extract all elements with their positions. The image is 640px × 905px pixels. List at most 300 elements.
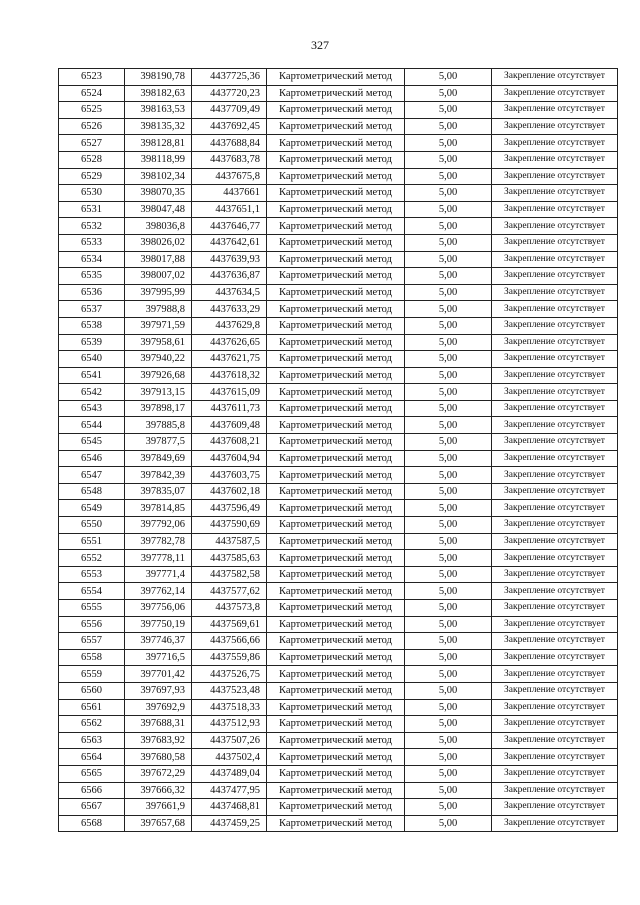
x-coordinate-cell: 397657,68 [125,815,192,832]
accuracy-cell: 5,00 [405,450,492,467]
x-coordinate-cell: 397666,32 [125,782,192,799]
point-number-cell: 6531 [59,201,125,218]
method-cell: Картометрический метод [267,450,405,467]
fixing-cell: Закрепление отсутствует [492,716,618,733]
table-row [59,600,618,617]
fixing-cell: Закрепление отсутствует [492,151,618,168]
method-cell: Картометрический метод [267,351,405,368]
table-row [59,716,618,733]
x-coordinate-cell: 397746,37 [125,633,192,650]
accuracy-cell: 5,00 [405,317,492,334]
table-row [59,566,618,583]
method-cell: Картометрический метод [267,533,405,550]
x-coordinate-cell: 397877,5 [125,434,192,451]
y-coordinate-cell: 4437569,61 [192,616,267,633]
table-row [59,334,618,351]
method-cell: Картометрический метод [267,69,405,86]
y-coordinate-cell: 4437683,78 [192,151,267,168]
accuracy-cell: 5,00 [405,500,492,517]
accuracy-cell: 5,00 [405,583,492,600]
table-row [59,633,618,650]
point-number-cell: 6542 [59,384,125,401]
y-coordinate-cell: 4437573,8 [192,600,267,617]
y-coordinate-cell: 4437634,5 [192,284,267,301]
accuracy-cell: 5,00 [405,666,492,683]
table-row [59,135,618,152]
method-cell: Картометрический метод [267,102,405,119]
point-number-cell: 6544 [59,417,125,434]
y-coordinate-cell: 4437489,04 [192,765,267,782]
x-coordinate-cell: 397688,31 [125,716,192,733]
y-coordinate-cell: 4437582,58 [192,566,267,583]
fixing-cell: Закрепление отсутствует [492,500,618,517]
accuracy-cell: 5,00 [405,699,492,716]
fixing-cell: Закрепление отсутствует [492,799,618,816]
fixing-cell: Закрепление отсутствует [492,417,618,434]
fixing-cell: Закрепление отсутствует [492,168,618,185]
table-row [59,268,618,285]
fixing-cell: Закрепление отсутствует [492,483,618,500]
y-coordinate-cell: 4437566,66 [192,633,267,650]
table-row [59,284,618,301]
point-number-cell: 6555 [59,600,125,617]
y-coordinate-cell: 4437604,94 [192,450,267,467]
x-coordinate-cell: 398017,88 [125,251,192,268]
method-cell: Картометрический метод [267,765,405,782]
x-coordinate-cell: 398036,8 [125,218,192,235]
method-cell: Картометрический метод [267,500,405,517]
method-cell: Картометрический метод [267,251,405,268]
x-coordinate-cell: 397940,22 [125,351,192,368]
y-coordinate-cell: 4437629,8 [192,317,267,334]
x-coordinate-cell: 397958,61 [125,334,192,351]
y-coordinate-cell: 4437618,32 [192,367,267,384]
x-coordinate-cell: 398135,32 [125,118,192,135]
method-cell: Картометрический метод [267,384,405,401]
fixing-cell: Закрепление отсутствует [492,782,618,799]
method-cell: Картометрический метод [267,201,405,218]
y-coordinate-cell: 4437720,23 [192,85,267,102]
accuracy-cell: 5,00 [405,782,492,799]
accuracy-cell: 5,00 [405,467,492,484]
table-row [59,450,618,467]
y-coordinate-cell: 4437468,81 [192,799,267,816]
accuracy-cell: 5,00 [405,251,492,268]
point-number-cell: 6559 [59,666,125,683]
point-number-cell: 6556 [59,616,125,633]
method-cell: Картометрический метод [267,600,405,617]
accuracy-cell: 5,00 [405,351,492,368]
fixing-cell: Закрепление отсутствует [492,118,618,135]
y-coordinate-cell: 4437526,75 [192,666,267,683]
fixing-cell: Закрепление отсутствует [492,467,618,484]
x-coordinate-cell: 398182,63 [125,85,192,102]
table-row [59,234,618,251]
accuracy-cell: 5,00 [405,417,492,434]
accuracy-cell: 5,00 [405,483,492,500]
x-coordinate-cell: 397988,8 [125,301,192,318]
accuracy-cell: 5,00 [405,334,492,351]
method-cell: Картометрический метод [267,417,405,434]
point-number-cell: 6563 [59,732,125,749]
accuracy-cell: 5,00 [405,69,492,86]
fixing-cell: Закрепление отсутствует [492,102,618,119]
method-cell: Картометрический метод [267,666,405,683]
method-cell: Картометрический метод [267,716,405,733]
y-coordinate-cell: 4437642,61 [192,234,267,251]
x-coordinate-cell: 397716,5 [125,649,192,666]
method-cell: Картометрический метод [267,799,405,816]
fixing-cell: Закрепление отсутствует [492,234,618,251]
accuracy-cell: 5,00 [405,384,492,401]
method-cell: Картометрический метод [267,749,405,766]
point-number-cell: 6548 [59,483,125,500]
accuracy-cell: 5,00 [405,682,492,699]
point-number-cell: 6566 [59,782,125,799]
y-coordinate-cell: 4437626,65 [192,334,267,351]
table-row [59,782,618,799]
x-coordinate-cell: 397898,17 [125,400,192,417]
fixing-cell: Закрепление отсутствует [492,135,618,152]
y-coordinate-cell: 4437609,48 [192,417,267,434]
point-number-cell: 6525 [59,102,125,119]
x-coordinate-cell: 397885,8 [125,417,192,434]
table-row [59,483,618,500]
point-number-cell: 6545 [59,434,125,451]
point-number-cell: 6550 [59,517,125,534]
method-cell: Картометрический метод [267,467,405,484]
y-coordinate-cell: 4437688,84 [192,135,267,152]
method-cell: Картометрический метод [267,682,405,699]
table-row [59,616,618,633]
y-coordinate-cell: 4437603,75 [192,467,267,484]
accuracy-cell: 5,00 [405,118,492,135]
method-cell: Картометрический метод [267,151,405,168]
table-row [59,749,618,766]
accuracy-cell: 5,00 [405,649,492,666]
fixing-cell: Закрепление отсутствует [492,284,618,301]
y-coordinate-cell: 4437709,49 [192,102,267,119]
point-number-cell: 6536 [59,284,125,301]
y-coordinate-cell: 4437639,93 [192,251,267,268]
x-coordinate-cell: 398163,53 [125,102,192,119]
x-coordinate-cell: 397697,93 [125,682,192,699]
method-cell: Картометрический метод [267,782,405,799]
fixing-cell: Закрепление отсутствует [492,268,618,285]
table-row [59,218,618,235]
table-row [59,168,618,185]
accuracy-cell: 5,00 [405,633,492,650]
point-number-cell: 6530 [59,185,125,202]
y-coordinate-cell: 4437523,48 [192,682,267,699]
x-coordinate-cell: 397750,19 [125,616,192,633]
fixing-cell: Закрепление отсутствует [492,765,618,782]
accuracy-cell: 5,00 [405,151,492,168]
table-row [59,815,618,832]
y-coordinate-cell: 4437608,21 [192,434,267,451]
table-row [59,301,618,318]
x-coordinate-cell: 397782,78 [125,533,192,550]
x-coordinate-cell: 397995,99 [125,284,192,301]
x-coordinate-cell: 398118,99 [125,151,192,168]
table-body [59,69,618,832]
point-number-cell: 6524 [59,85,125,102]
fixing-cell: Закрепление отсутствует [492,334,618,351]
point-number-cell: 6534 [59,251,125,268]
y-coordinate-cell: 4437725,36 [192,69,267,86]
accuracy-cell: 5,00 [405,400,492,417]
method-cell: Картометрический метод [267,185,405,202]
method-cell: Картометрический метод [267,118,405,135]
x-coordinate-cell: 397913,15 [125,384,192,401]
y-coordinate-cell: 4437633,29 [192,301,267,318]
point-number-cell: 6523 [59,69,125,86]
fixing-cell: Закрепление отсутствует [492,367,618,384]
method-cell: Картометрический метод [267,218,405,235]
accuracy-cell: 5,00 [405,434,492,451]
fixing-cell: Закрепление отсутствует [492,384,618,401]
accuracy-cell: 5,00 [405,284,492,301]
fixing-cell: Закрепление отсутствует [492,434,618,451]
x-coordinate-cell: 397971,59 [125,317,192,334]
x-coordinate-cell: 398007,02 [125,268,192,285]
accuracy-cell: 5,00 [405,218,492,235]
x-coordinate-cell: 397701,42 [125,666,192,683]
y-coordinate-cell: 4437615,09 [192,384,267,401]
table-row [59,201,618,218]
method-cell: Картометрический метод [267,699,405,716]
fixing-cell: Закрепление отсутствует [492,815,618,832]
fixing-cell: Закрепление отсутствует [492,317,618,334]
fixing-cell: Закрепление отсутствует [492,301,618,318]
accuracy-cell: 5,00 [405,185,492,202]
point-number-cell: 6549 [59,500,125,517]
x-coordinate-cell: 398026,02 [125,234,192,251]
x-coordinate-cell: 397672,29 [125,765,192,782]
table-row [59,550,618,567]
method-cell: Картометрический метод [267,168,405,185]
table-row [59,85,618,102]
method-cell: Картометрический метод [267,434,405,451]
y-coordinate-cell: 4437621,75 [192,351,267,368]
accuracy-cell: 5,00 [405,85,492,102]
x-coordinate-cell: 397692,9 [125,699,192,716]
x-coordinate-cell: 397771,4 [125,566,192,583]
method-cell: Картометрический метод [267,268,405,285]
table-row [59,417,618,434]
fixing-cell: Закрепление отсутствует [492,185,618,202]
table-row [59,467,618,484]
table-row [59,185,618,202]
x-coordinate-cell: 397926,68 [125,367,192,384]
point-number-cell: 6557 [59,633,125,650]
table-row [59,666,618,683]
fixing-cell: Закрепление отсутствует [492,517,618,534]
accuracy-cell: 5,00 [405,102,492,119]
accuracy-cell: 5,00 [405,732,492,749]
x-coordinate-cell: 397842,39 [125,467,192,484]
table-row [59,251,618,268]
point-number-cell: 6564 [59,749,125,766]
table-row [59,317,618,334]
fixing-cell: Закрепление отсутствует [492,732,618,749]
fixing-cell: Закрепление отсутствует [492,550,618,567]
fixing-cell: Закрепление отсутствует [492,85,618,102]
y-coordinate-cell: 4437512,93 [192,716,267,733]
method-cell: Картометрический метод [267,566,405,583]
x-coordinate-cell: 397814,85 [125,500,192,517]
fixing-cell: Закрепление отсутствует [492,201,618,218]
accuracy-cell: 5,00 [405,234,492,251]
y-coordinate-cell: 4437661 [192,185,267,202]
accuracy-cell: 5,00 [405,517,492,534]
y-coordinate-cell: 4437692,45 [192,118,267,135]
x-coordinate-cell: 397756,06 [125,600,192,617]
y-coordinate-cell: 4437502,4 [192,749,267,766]
accuracy-cell: 5,00 [405,616,492,633]
method-cell: Картометрический метод [267,732,405,749]
accuracy-cell: 5,00 [405,201,492,218]
point-number-cell: 6561 [59,699,125,716]
table-row [59,367,618,384]
point-number-cell: 6546 [59,450,125,467]
table-row [59,517,618,534]
table-row [59,500,618,517]
fixing-cell: Закрепление отсутствует [492,699,618,716]
y-coordinate-cell: 4437577,62 [192,583,267,600]
point-number-cell: 6533 [59,234,125,251]
accuracy-cell: 5,00 [405,600,492,617]
x-coordinate-cell: 397683,92 [125,732,192,749]
y-coordinate-cell: 4437602,18 [192,483,267,500]
fixing-cell: Закрепление отсутствует [492,351,618,368]
fixing-cell: Закрепление отсутствует [492,666,618,683]
method-cell: Картометрический метод [267,367,405,384]
table-row [59,400,618,417]
y-coordinate-cell: 4437518,33 [192,699,267,716]
fixing-cell: Закрепление отсутствует [492,682,618,699]
point-number-cell: 6540 [59,351,125,368]
x-coordinate-cell: 397778,11 [125,550,192,567]
point-number-cell: 6529 [59,168,125,185]
x-coordinate-cell: 397680,58 [125,749,192,766]
point-number-cell: 6568 [59,815,125,832]
table-row [59,765,618,782]
point-number-cell: 6543 [59,400,125,417]
y-coordinate-cell: 4437559,86 [192,649,267,666]
accuracy-cell: 5,00 [405,765,492,782]
fixing-cell: Закрепление отсутствует [492,69,618,86]
point-number-cell: 6560 [59,682,125,699]
point-number-cell: 6539 [59,334,125,351]
accuracy-cell: 5,00 [405,550,492,567]
accuracy-cell: 5,00 [405,799,492,816]
fixing-cell: Закрепление отсутствует [492,600,618,617]
table-row [59,351,618,368]
accuracy-cell: 5,00 [405,749,492,766]
x-coordinate-cell: 398070,35 [125,185,192,202]
point-number-cell: 6558 [59,649,125,666]
method-cell: Картометрический метод [267,135,405,152]
table-row [59,649,618,666]
accuracy-cell: 5,00 [405,135,492,152]
fixing-cell: Закрепление отсутствует [492,566,618,583]
point-number-cell: 6553 [59,566,125,583]
table-row [59,583,618,600]
point-number-cell: 6547 [59,467,125,484]
fixing-cell: Закрепление отсутствует [492,251,618,268]
page-number: 327 [311,38,329,52]
point-number-cell: 6565 [59,765,125,782]
point-number-cell: 6535 [59,268,125,285]
table-row [59,151,618,168]
fixing-cell: Закрепление отсутствует [492,583,618,600]
accuracy-cell: 5,00 [405,367,492,384]
point-number-cell: 6528 [59,151,125,168]
point-number-cell: 6551 [59,533,125,550]
point-number-cell: 6538 [59,317,125,334]
fixing-cell: Закрепление отсутствует [492,633,618,650]
table-row [59,682,618,699]
y-coordinate-cell: 4437596,49 [192,500,267,517]
x-coordinate-cell: 397762,14 [125,583,192,600]
method-cell: Картометрический метод [267,633,405,650]
table-row [59,699,618,716]
point-number-cell: 6532 [59,218,125,235]
table-row [59,384,618,401]
accuracy-cell: 5,00 [405,168,492,185]
point-number-cell: 6541 [59,367,125,384]
x-coordinate-cell: 398047,48 [125,201,192,218]
fixing-cell: Закрепление отсутствует [492,616,618,633]
point-number-cell: 6567 [59,799,125,816]
table-row [59,118,618,135]
table-row [59,732,618,749]
method-cell: Картометрический метод [267,550,405,567]
y-coordinate-cell: 4437477,95 [192,782,267,799]
point-number-cell: 6526 [59,118,125,135]
accuracy-cell: 5,00 [405,716,492,733]
point-number-cell: 6562 [59,716,125,733]
coordinates-table [58,68,618,832]
y-coordinate-cell: 4437611,73 [192,400,267,417]
method-cell: Картометрический метод [267,616,405,633]
x-coordinate-cell: 397835,07 [125,483,192,500]
y-coordinate-cell: 4437507,26 [192,732,267,749]
method-cell: Картометрический метод [267,517,405,534]
point-number-cell: 6554 [59,583,125,600]
fixing-cell: Закрепление отсутствует [492,400,618,417]
y-coordinate-cell: 4437459,25 [192,815,267,832]
table-row [59,69,618,86]
table-row [59,102,618,119]
accuracy-cell: 5,00 [405,268,492,285]
method-cell: Картометрический метод [267,400,405,417]
accuracy-cell: 5,00 [405,566,492,583]
accuracy-cell: 5,00 [405,815,492,832]
method-cell: Картометрический метод [267,301,405,318]
table-row [59,434,618,451]
y-coordinate-cell: 4437590,69 [192,517,267,534]
x-coordinate-cell: 397849,69 [125,450,192,467]
x-coordinate-cell: 398102,34 [125,168,192,185]
accuracy-cell: 5,00 [405,533,492,550]
y-coordinate-cell: 4437585,63 [192,550,267,567]
y-coordinate-cell: 4437675,8 [192,168,267,185]
method-cell: Картометрический метод [267,85,405,102]
point-number-cell: 6527 [59,135,125,152]
y-coordinate-cell: 4437646,77 [192,218,267,235]
